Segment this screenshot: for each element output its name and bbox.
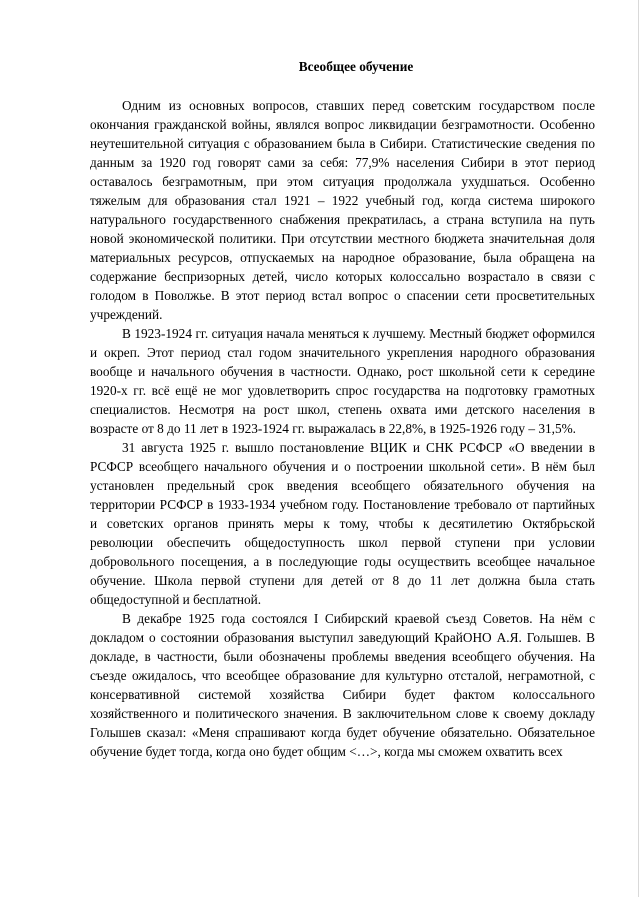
paragraph-illiteracy: Одним из основных вопросов, ставших перед советским государством после окончания гражданской войны, являлся вопрос ликвидации безграмотности. Особенно неутешительной ситуация с образованием была в Сибири. Статистические сведения по данным за 1920 год говорят сами за себя: 77,9% населения Сибири в этот период оставалось безграмотным, при этом ситуация продолжала ухудшаться. Особенно тяжелым для образования стал 1921 – 1922 учебный год, когда система широкого натурального государственного снабжения прекратилась, а страна вступила на путь новой экономической политики. При отсутствии местного бюджета значительная доля материальных ресурсов, отпускаемых на народное образование, была обращена на содержание беспризорных детей, число которых колоссально возрастало в связи с голодом в Поволжье. В этот период встал вопрос о спасении сети просветительных учреждений. (90, 98, 595, 322)
paragraph-congress-1925: В декабре 1925 года состоялся I Сибирский краевой съезд Советов. На нём с докладом о состоянии образования выступил заведующий КрайОНО А.Я. Голышев. В докладе, в частности, были обозначены проблемы введения всеобщего обучения. На съезде ожидалось, что всеобщее образование для культурно отсталой, неграмотной, с консервативной системой хозяйства Сибири будет фактом колоссального хозяйственного и политического значения. В заключительном слове к своему докладу Голышев сказал: «Меня спрашивают когда будет обучение обязательно. Обязательное обучение будет тогда, когда оно будет общим <…>, когда мы сможем охватить всех (90, 611, 595, 759)
document-body (90, 96, 595, 761)
paragraph-decree-1925: 31 августа 1925 г. вышло постановление ВЦИК и СНК РСФСР «О введении в РСФСР всеобщего начального обучения и о построении школьной сети». В нём был установлен предельный срок введения всеобщего обязательного обучения на территории РСФСР в 1933-1934 учебном году. Постановление требовало от партийных и советских органов принять меры к тому, чтобы к десятилетию Октябрьской революции обеспечить общедоступность школ первой ступени при условии добровольного посещения, а в последующие годы осуществить всеобщее начальное обучение. Школа первой ступени для детей от 8 до 11 лет должна была стать общедоступной и бесплатной. (90, 440, 595, 607)
document-title: Всеобщее обучение (298, 59, 414, 74)
paragraph-1923-1924: В 1923-1924 гг. ситуация начала меняться к лучшему. Местный бюджет оформился и окреп. Этот период стал годом значительного укрепления народного образования вообще и начального обучения в частности. Однако, рост школьной сети к середине 1920-х гг. всё ещё не мог удовлетворить спрос государства на подготовку грамотных специалистов. Несмотря на рост школ, степень охвата ими детского населения в возрасте от 8 до 11 лет в 1923-1924 гг. выражалась в 22,8%, в 1925-1926 году – 31,5%. (90, 326, 595, 436)
